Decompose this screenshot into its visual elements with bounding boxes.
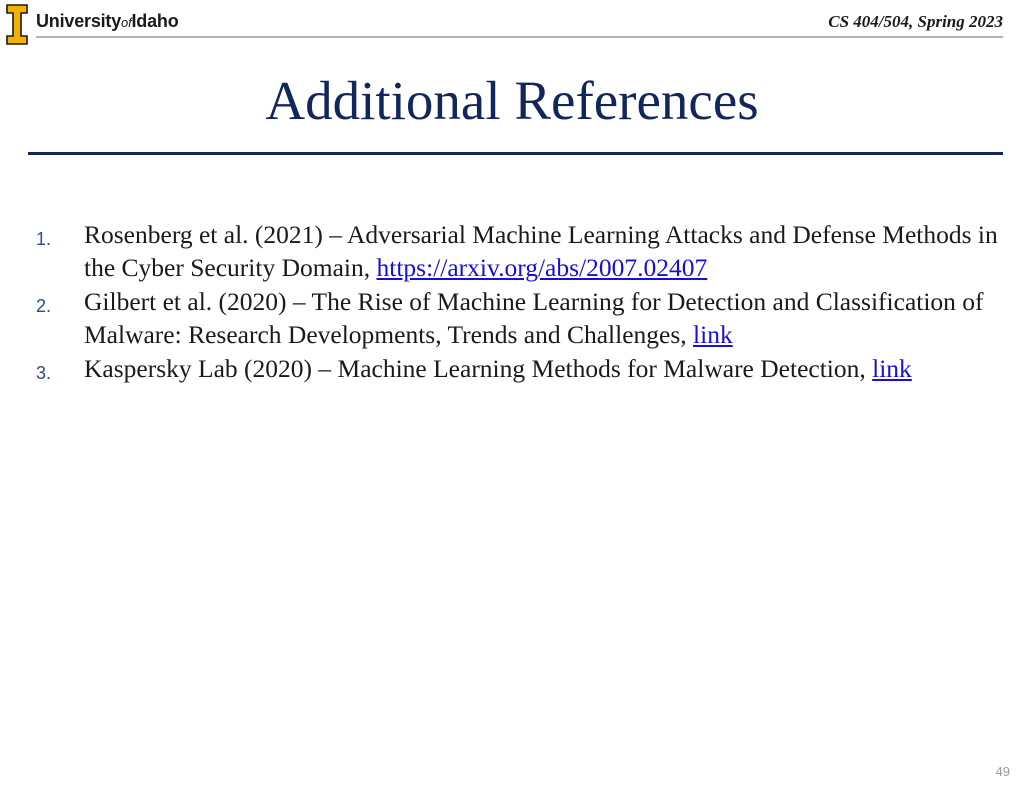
reference-item — [36, 218, 1011, 284]
reference-link[interactable]: https://arxiv.org/abs/2007.02407 — [376, 253, 708, 282]
reference-text — [84, 218, 1011, 284]
reference-text — [84, 352, 1011, 385]
reference-number: 3. — [36, 363, 52, 383]
reference-text — [84, 285, 1011, 351]
header-divider — [36, 36, 1003, 38]
course-label: CS 404/504, Spring 2023 — [828, 12, 1003, 31]
reference-number: 2. — [36, 296, 52, 316]
logo-wordmark — [36, 11, 179, 32]
reference-number: 1. — [36, 229, 52, 249]
reference-link[interactable]: link — [693, 320, 733, 349]
logo-of: of — [121, 15, 132, 30]
reference-list — [36, 218, 1011, 391]
page-number: 49 — [995, 764, 1010, 779]
reference-citation: Rosenberg et al. (2021) – Adversarial Machine Learning Attacks and Defense Methods in the Cyber Security Domain, — [84, 220, 998, 282]
title-divider — [28, 152, 1003, 155]
idaho-i-logo-icon — [6, 4, 28, 45]
logo-university: University — [36, 11, 122, 31]
reference-link[interactable]: link — [872, 354, 912, 383]
logo-idaho: Idaho — [131, 11, 179, 31]
university-logo — [6, 4, 179, 48]
reference-item — [36, 285, 1011, 351]
reference-citation: Gilbert et al. (2020) – The Rise of Machine Learning for Detection and Classification of Malware: Research Developments, Trends and Challenges, — [84, 287, 984, 349]
reference-item — [36, 352, 1011, 390]
slide-title: Additional References — [265, 70, 759, 131]
reference-citation: Kaspersky Lab (2020) – Machine Learning Methods for Malware Detection, — [84, 354, 873, 383]
